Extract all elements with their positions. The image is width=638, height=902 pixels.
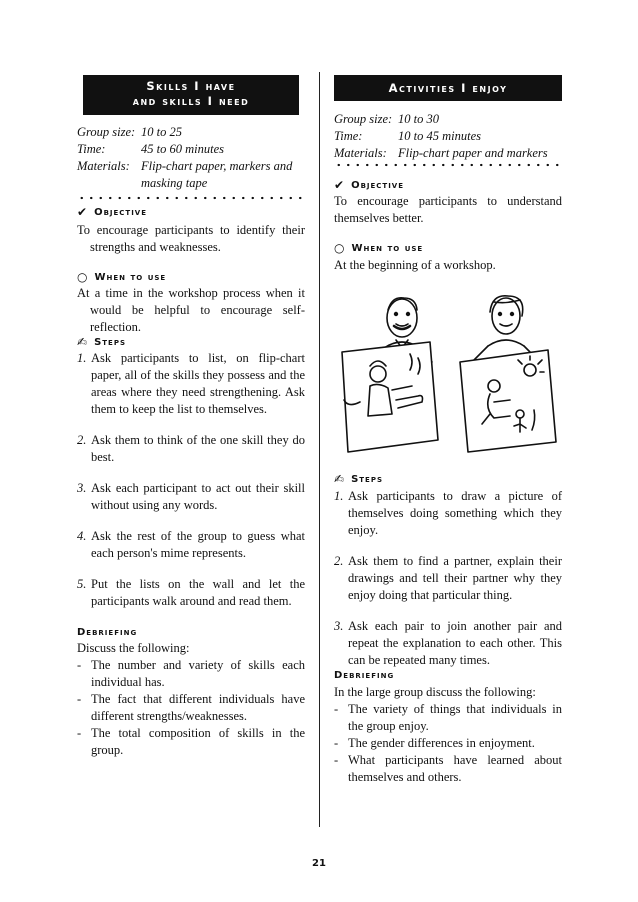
step-item: [334, 488, 562, 539]
step-item: [77, 350, 305, 418]
dotted-separator: [77, 196, 305, 200]
step-text: Put the lists on the wall and let the participants walk around and read them.: [91, 577, 305, 608]
step-number: 1.: [334, 489, 344, 503]
debriefing-item: - The total composition of skills in the group.: [77, 726, 305, 757]
step-text: Ask them to think of the one skill they do best.: [91, 433, 305, 464]
meta-value: 10 to 30: [398, 112, 439, 126]
step-item: [77, 528, 305, 562]
when-text: [77, 285, 305, 336]
meta-value: Flip-chart paper, markers and masking tape: [141, 159, 293, 190]
objective-heading-text: Objective: [94, 206, 148, 218]
meta-key: Group size:: [334, 112, 393, 126]
step-number: 4.: [77, 529, 87, 543]
debriefing-item-text: The number and variety of skills each individual has.: [91, 658, 305, 689]
writing-hand-icon: ✍: [77, 335, 89, 349]
step-text: Ask them to find a partner, explain their drawings and tell their partner why they enjoy doing that particular thing.: [348, 554, 562, 602]
objective-paragraph: To encourage participants to identify their strengths and weaknesses.: [77, 223, 305, 254]
circle-icon: ○: [77, 270, 89, 284]
right-banner: Activities I enjoy: [334, 75, 562, 101]
step-item: [334, 618, 562, 669]
debriefing-item-text: The variety of things that individuals in the group enjoy.: [348, 702, 562, 733]
steps-heading: [334, 473, 383, 485]
step-text: Ask participants to list, on flip-chart paper, all of the skills they possess and the areas where they need strengthening. Ask them to keep the list to themselves.: [91, 351, 305, 416]
steps-heading-text: Steps: [94, 336, 126, 348]
steps-list: [334, 488, 562, 683]
page-number: 21: [312, 858, 326, 869]
left-banner-line1: Skills I have: [146, 79, 236, 93]
meta-key: Materials:: [77, 159, 130, 173]
writing-hand-icon: ✍: [334, 472, 346, 486]
debriefing-heading-text: Debriefing: [334, 670, 395, 681]
check-icon: ✔: [334, 178, 346, 192]
debriefing-item: - What participants have learned about themselves and others.: [334, 753, 562, 784]
objective-heading: [77, 206, 147, 218]
when-paragraph: At the beginning of a workshop.: [334, 258, 496, 272]
steps-list: [77, 350, 305, 624]
debriefing-item: - The number and variety of skills each individual has.: [77, 658, 305, 689]
meta-value: Flip-chart paper and markers: [398, 146, 548, 160]
step-text: Ask each participant to act out their skill without using any words.: [91, 481, 305, 512]
when-paragraph: At a time in the workshop process when it would be helpful to encourage self-reflection.: [77, 286, 305, 334]
circle-icon: ○: [334, 241, 346, 255]
woman-figure: [474, 296, 536, 360]
step-number: 2.: [334, 554, 344, 568]
debriefing-item: - The fact that different individuals have different strengths/weaknesses.: [77, 692, 305, 723]
left-banner: [83, 75, 299, 115]
debriefing-item: - The variety of things that individuals in the group enjoy.: [334, 702, 562, 733]
column-divider: [319, 72, 320, 827]
when-heading: [77, 271, 166, 283]
objective-text: [77, 222, 305, 256]
debriefing-item: - The gender differences in enjoyment.: [334, 735, 562, 752]
meta-value: 10 to 45 minutes: [398, 129, 481, 143]
steps-heading: [77, 336, 126, 348]
step-item: [77, 480, 305, 514]
step-text: Ask each pair to join another pair and repeat the explanation to each other. This can be repeated many times.: [348, 619, 562, 667]
step-item: [77, 576, 305, 610]
meta-value: 45 to 60 minutes: [141, 142, 224, 156]
debriefing-heading: [77, 627, 137, 638]
debriefing-item-text: The total composition of skills in the group.: [91, 726, 305, 757]
meta-key: Time:: [77, 142, 106, 156]
step-number: 1.: [77, 351, 87, 365]
step-text: Ask participants to draw a picture of themselves doing something which they enjoy.: [348, 489, 562, 537]
meta-key: Group size:: [77, 125, 136, 139]
step-number: 3.: [334, 619, 344, 633]
debriefing-intro: Discuss the following:: [77, 641, 190, 655]
objective-paragraph: To encourage participants to understand themselves better.: [334, 194, 562, 225]
when-heading-text: When to use: [94, 271, 167, 283]
dotted-separator: [334, 163, 562, 167]
step-item: [77, 432, 305, 466]
debriefing-item-text: The fact that different individuals have different strengths/weaknesses.: [91, 692, 305, 723]
debriefing-item-text: The gender differences in enjoyment.: [348, 736, 535, 750]
debriefing-intro: In the large group discuss the following:: [334, 685, 536, 699]
step-number: 3.: [77, 481, 87, 495]
debriefing-item-text: What participants have learned about themselves and others.: [348, 753, 562, 784]
step-number: 5.: [77, 577, 87, 591]
left-banner-line2: and skills I need: [132, 94, 250, 108]
debriefing-heading: [334, 670, 394, 681]
woman-drawing-poster: [460, 350, 556, 452]
objective-heading: [334, 179, 404, 191]
debriefing-heading-text: Debriefing: [77, 627, 138, 638]
meta-value: 10 to 25: [141, 125, 182, 139]
meta-key: Time:: [334, 129, 363, 143]
right-meta: [334, 111, 562, 162]
when-text: [334, 257, 562, 274]
when-heading-text: When to use: [351, 242, 424, 254]
steps-heading-text: Steps: [351, 473, 383, 485]
meta-key: Materials:: [334, 146, 387, 160]
step-item: [334, 553, 562, 604]
step-number: 2.: [77, 433, 87, 447]
check-icon: ✔: [77, 205, 89, 219]
debriefing-list: [334, 684, 562, 786]
step-text: Ask the rest of the group to guess what each person's mime represents.: [91, 529, 305, 560]
when-heading: [334, 242, 423, 254]
man-drawing-poster: [342, 342, 438, 452]
illustration-people-with-drawings: [334, 290, 562, 460]
objective-text: [334, 193, 562, 227]
left-meta: [77, 124, 305, 192]
debriefing-list: [77, 640, 305, 759]
objective-heading-text: Objective: [351, 179, 405, 191]
